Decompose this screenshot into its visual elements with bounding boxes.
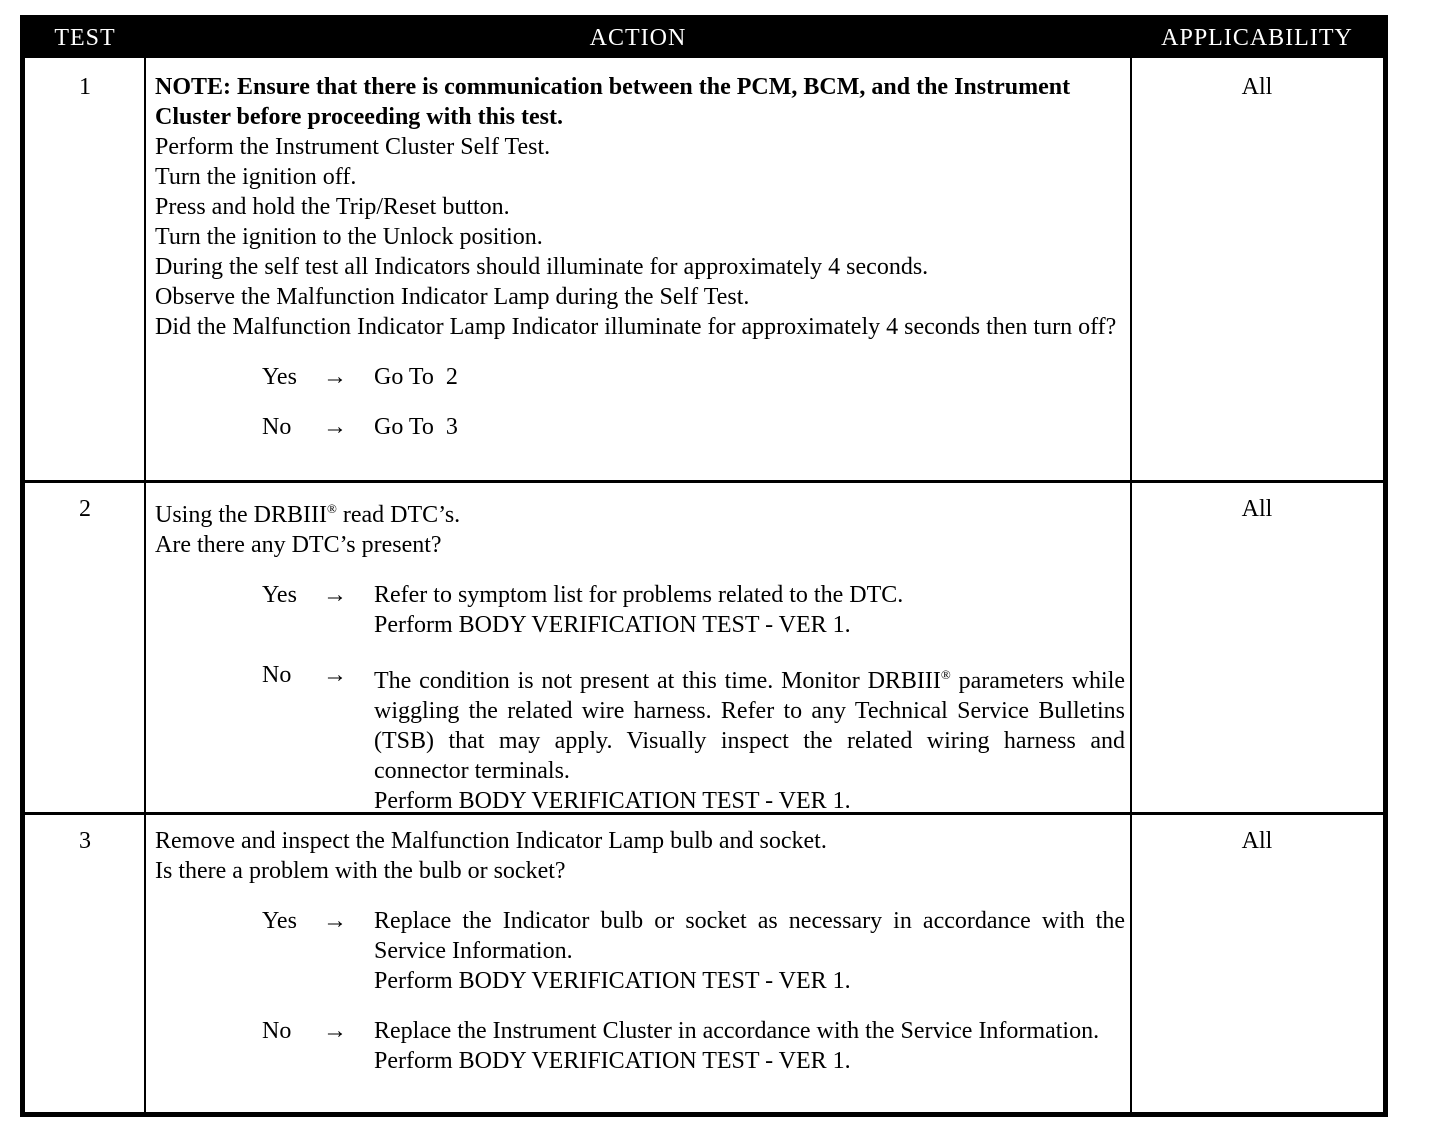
header-test: TEST (54, 25, 116, 51)
action-question: Did the Malfunction Indicator Lamp Indicator illuminate for approximately 4 seconds then turn off? (155, 314, 1117, 340)
action-line: Remove and inspect the Malfunction Indicator Lamp bulb and socket. (155, 828, 827, 854)
test-1-action (155, 72, 1125, 442)
no-answer (155, 412, 1125, 442)
yes-answer (155, 906, 1125, 996)
test-2-action (155, 494, 1125, 816)
yes-label: Yes (262, 582, 297, 608)
action-line: Press and hold the Trip/Reset button. (155, 194, 510, 220)
header-action: ACTION (589, 25, 687, 51)
row-divider (25, 480, 1383, 483)
arrow-icon: → (323, 582, 347, 608)
arrow-icon: → (323, 1018, 347, 1044)
action-line: Perform the Instrument Cluster Self Test. (155, 134, 551, 160)
registered-mark: ® (326, 501, 337, 516)
applicability-value: All (1241, 496, 1273, 522)
test-number: 2 (79, 496, 91, 522)
arrow-icon: → (323, 414, 347, 440)
test-3-action (155, 826, 1125, 1076)
yes-result: Refer to symptom list for problems related to the DTC. (374, 582, 904, 608)
action-line: Turn the ignition off. (155, 164, 357, 190)
registered-mark: ® (940, 667, 951, 682)
action-line: Turn the ignition to the Unlock position. (155, 224, 543, 250)
no-result: Go To 3 (374, 414, 458, 440)
yes-answer (155, 362, 1125, 392)
no-label: No (262, 662, 292, 688)
yes-result: Replace the Indicator bulb or socket as necessary in accordance with the Service Information. (374, 908, 1125, 964)
table-header (25, 20, 1383, 58)
column-divider (144, 58, 146, 1112)
header-applicability: APPLICABILITY (1161, 25, 1353, 51)
action-line: Using the DRBIII® read DTC’s. (155, 501, 461, 528)
verification-step: Perform BODY VERIFICATION TEST - VER 1. (374, 968, 851, 994)
action-question: Is there a problem with the bulb or socket? (155, 858, 566, 884)
no-label: No (262, 1018, 292, 1044)
yes-label: Yes (262, 908, 297, 934)
action-line: During the self test all Indicators should illuminate for approximately 4 seconds. (155, 254, 929, 280)
no-answer (155, 1016, 1125, 1076)
yes-label: Yes (262, 364, 297, 390)
verification-step: Perform BODY VERIFICATION TEST - VER 1. (374, 1048, 851, 1074)
verification-step: Perform BODY VERIFICATION TEST - VER 1. (374, 612, 851, 638)
column-divider (1130, 58, 1132, 1112)
test-1-note: NOTE: Ensure that there is communication between the PCM, BCM, and the Instrument Cluster before proceeding with this test. (155, 74, 1071, 130)
arrow-icon: → (323, 364, 347, 390)
action-line: Observe the Malfunction Indicator Lamp during the Self Test. (155, 284, 750, 310)
no-result: The condition is not present at this time. Monitor DRBIII® parameters while wiggling the related wire harness. Refer to any Technical Service Bulletins (TSB) that may apply. Visually inspect the related wiring harness and connector terminals. (374, 667, 1126, 784)
no-result: Replace the Instrument Cluster in accordance with the Service Information. (374, 1018, 1100, 1044)
applicability-value: All (1241, 74, 1273, 100)
arrow-icon: → (323, 662, 347, 688)
yes-result: Go To 2 (374, 364, 458, 390)
no-label: No (262, 414, 292, 440)
diagnostic-test-table (20, 15, 1388, 1117)
test-number: 3 (79, 828, 91, 854)
test-number: 1 (79, 74, 91, 100)
arrow-icon: → (323, 908, 347, 934)
action-question: Are there any DTC’s present? (155, 532, 442, 558)
verification-step: Perform BODY VERIFICATION TEST - VER 1. (374, 788, 851, 814)
yes-answer (155, 580, 1125, 640)
no-answer (155, 660, 1125, 816)
applicability-value: All (1241, 828, 1273, 854)
